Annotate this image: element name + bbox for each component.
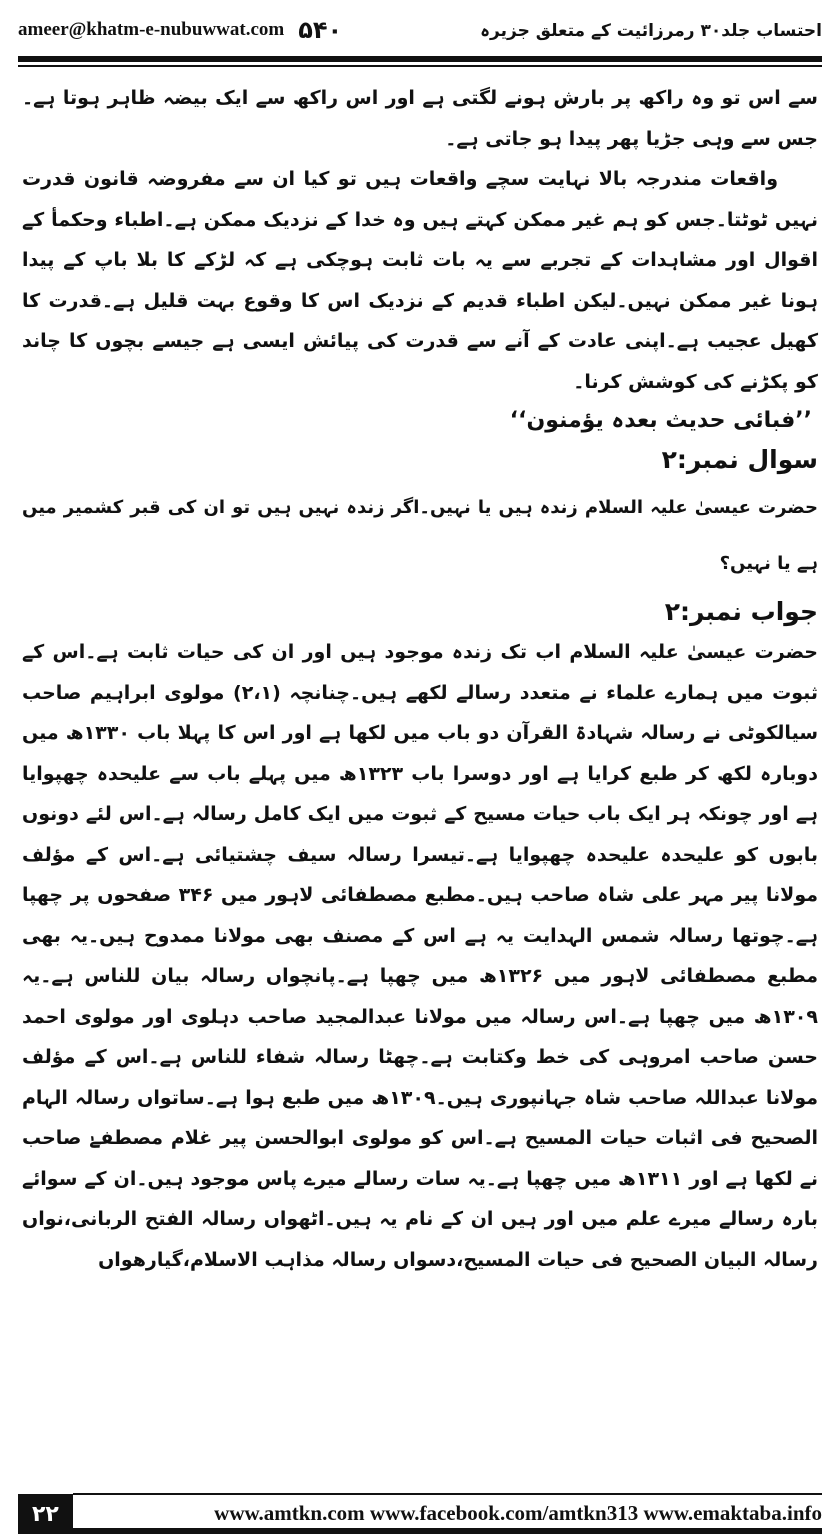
page-header — [18, 8, 822, 52]
page-body — [22, 78, 818, 1280]
question-heading: سوال نمبر:۲ — [661, 445, 818, 474]
arabic-quote: ’’فبائی حدیث بعدہ یؤمنون‘‘ — [509, 408, 812, 433]
footer-page-number: ۲۲ — [18, 1494, 73, 1534]
question-text: حضرت عیسیٰ علیہ السلام زندہ ہیں یا نہیں۔اگر زندہ نہیں ہیں تو ان کی قبر کشمیر میں ہے یا نہیں؟ — [22, 497, 818, 574]
header-page-number: ۵۴۰ — [298, 16, 343, 44]
paragraph-2: واقعات مندرجہ بالا نہایت سچے واقعات ہیں تو کیا ان سے مفروضہ قانون قدرت نہیں ٹوٹتا۔جس کو ہم غیر ممکن کہتے ہیں وہ خدا کے نزدیک ممکن ہے۔اطباء وحکمأ کے اقوال اور مشاہدات کے تجربے سے یہ بات ثابت ہوچکی ہے کہ لڑکے کا بلا باپ کے پیدا ہونا غیر ممکن نہیں۔لیکن اطباء قدیم کے نزدیک اس کا وقوع بہت قلیل ہے۔قدرت کا کھیل عجیب ہے۔اپنی عادت کے آنے سے قدرت کی پیائش ایسی ہے جیسے بچوں کا چاند کو پکڑنے کی کوشش کرنا۔ — [22, 168, 818, 393]
footer-links: www.amtkn.com www.facebook.com/amtkn313 www.emaktaba.info — [73, 1501, 822, 1534]
answer-text: حضرت عیسیٰ علیہ السلام اب تک زندہ موجود ہیں اور ان کی حیات ثابت ہے۔اس کے ثبوت میں ہمارے علماء نے متعدد رسالے لکھے ہیں۔چنانچہ (۲،۱) مولوی ابراہیم صاحب سیالکوٹی نے رسالہ شہادۃ القرآن دو باب میں لکھا ہے اور اس کا پہلا باب ۱۳۳۰ھ میں دوبارہ لکھ کر طبع کرایا ہے اور دوسرا باب ۱۳۲۳ھ میں پہلے باب سے علیحدہ چھپوایا ہے اور چونکہ ہر ایک باب حیات مسیح کے ثبوت میں ایک کامل رسالہ ہے۔اس لئے دونوں بابوں کو علیحدہ علیحدہ چھپوایا ہے۔تیسرا رسالہ سیف چشتیائی ہے۔اس کے مؤلف مولانا پیر مہر علی شاہ صاحب ہیں۔مطبع مصطفائی لاہور میں ۳۴۶ صفحوں پر چھپا ہے۔چوتھا رسالہ شمس الہدایت یہ ہے اس کے مصنف بھی مولانا ممدوح ہیں۔یہ بھی مطبع مصطفائی لاہور میں ۱۳۲۶ھ میں چھپا ہے۔پانچواں رسالہ بیان للناس ہے۔یہ ۱۳۰۹ھ میں چھپا ہے۔اس رسالہ میں مولانا عبدالمجید صاحب دہلوی اور مولوی احمد حسن صاحب امروہی کی خط وکتابت ہے۔چھٹا رسالہ شفاء للناس ہے۔اس کے مؤلف مولانا عبداللہ صاحب شاہ جہانپوری ہیں۔۱۳۰۹ھ میں طبع ہوا ہے۔ساتواں رسالہ الہام الصحیح فی اثبات حیات المسیح ہے۔اس کو مولوی ابوالحسن پیر غلام مصطفےٰ صاحب نے لکھا ہے اور ۱۳۱۱ھ میں چھپا ہے۔یہ سات رسالے میرے پاس موجود ہیں۔ان کے سوائے بارہ رسالے میرے علم میں اور ہیں ان کے نام یہ ہیں۔اٹھواں رسالہ الفتح الربانی،نواں رسالہ البیان الصحیح فی حیات المسیح،دسواں رسالہ مذاہب الاسلام،گیارھواں — [22, 641, 819, 1271]
header-email: ameer@khatm-e-nubuwwat.com — [18, 19, 285, 40]
header-rule-thin — [18, 65, 822, 67]
header-left — [18, 16, 342, 44]
page-footer — [18, 1494, 822, 1534]
header-rule-thick — [18, 56, 822, 62]
header-running-title: احتساب جلد۳۰ رمرزائیت کے متعلق جزیرہ — [480, 20, 822, 41]
answer-heading: جواب نمبر:۲ — [664, 597, 818, 626]
paragraph-1: سے اس تو وہ راکھ پر بارش ہونے لگتی ہے اور اس راکھ سے ایک بیضہ ظاہر ہوتا ہے۔جس سے وہی جڑیا پھر پیدا ہو جاتی ہے۔ — [22, 87, 818, 150]
